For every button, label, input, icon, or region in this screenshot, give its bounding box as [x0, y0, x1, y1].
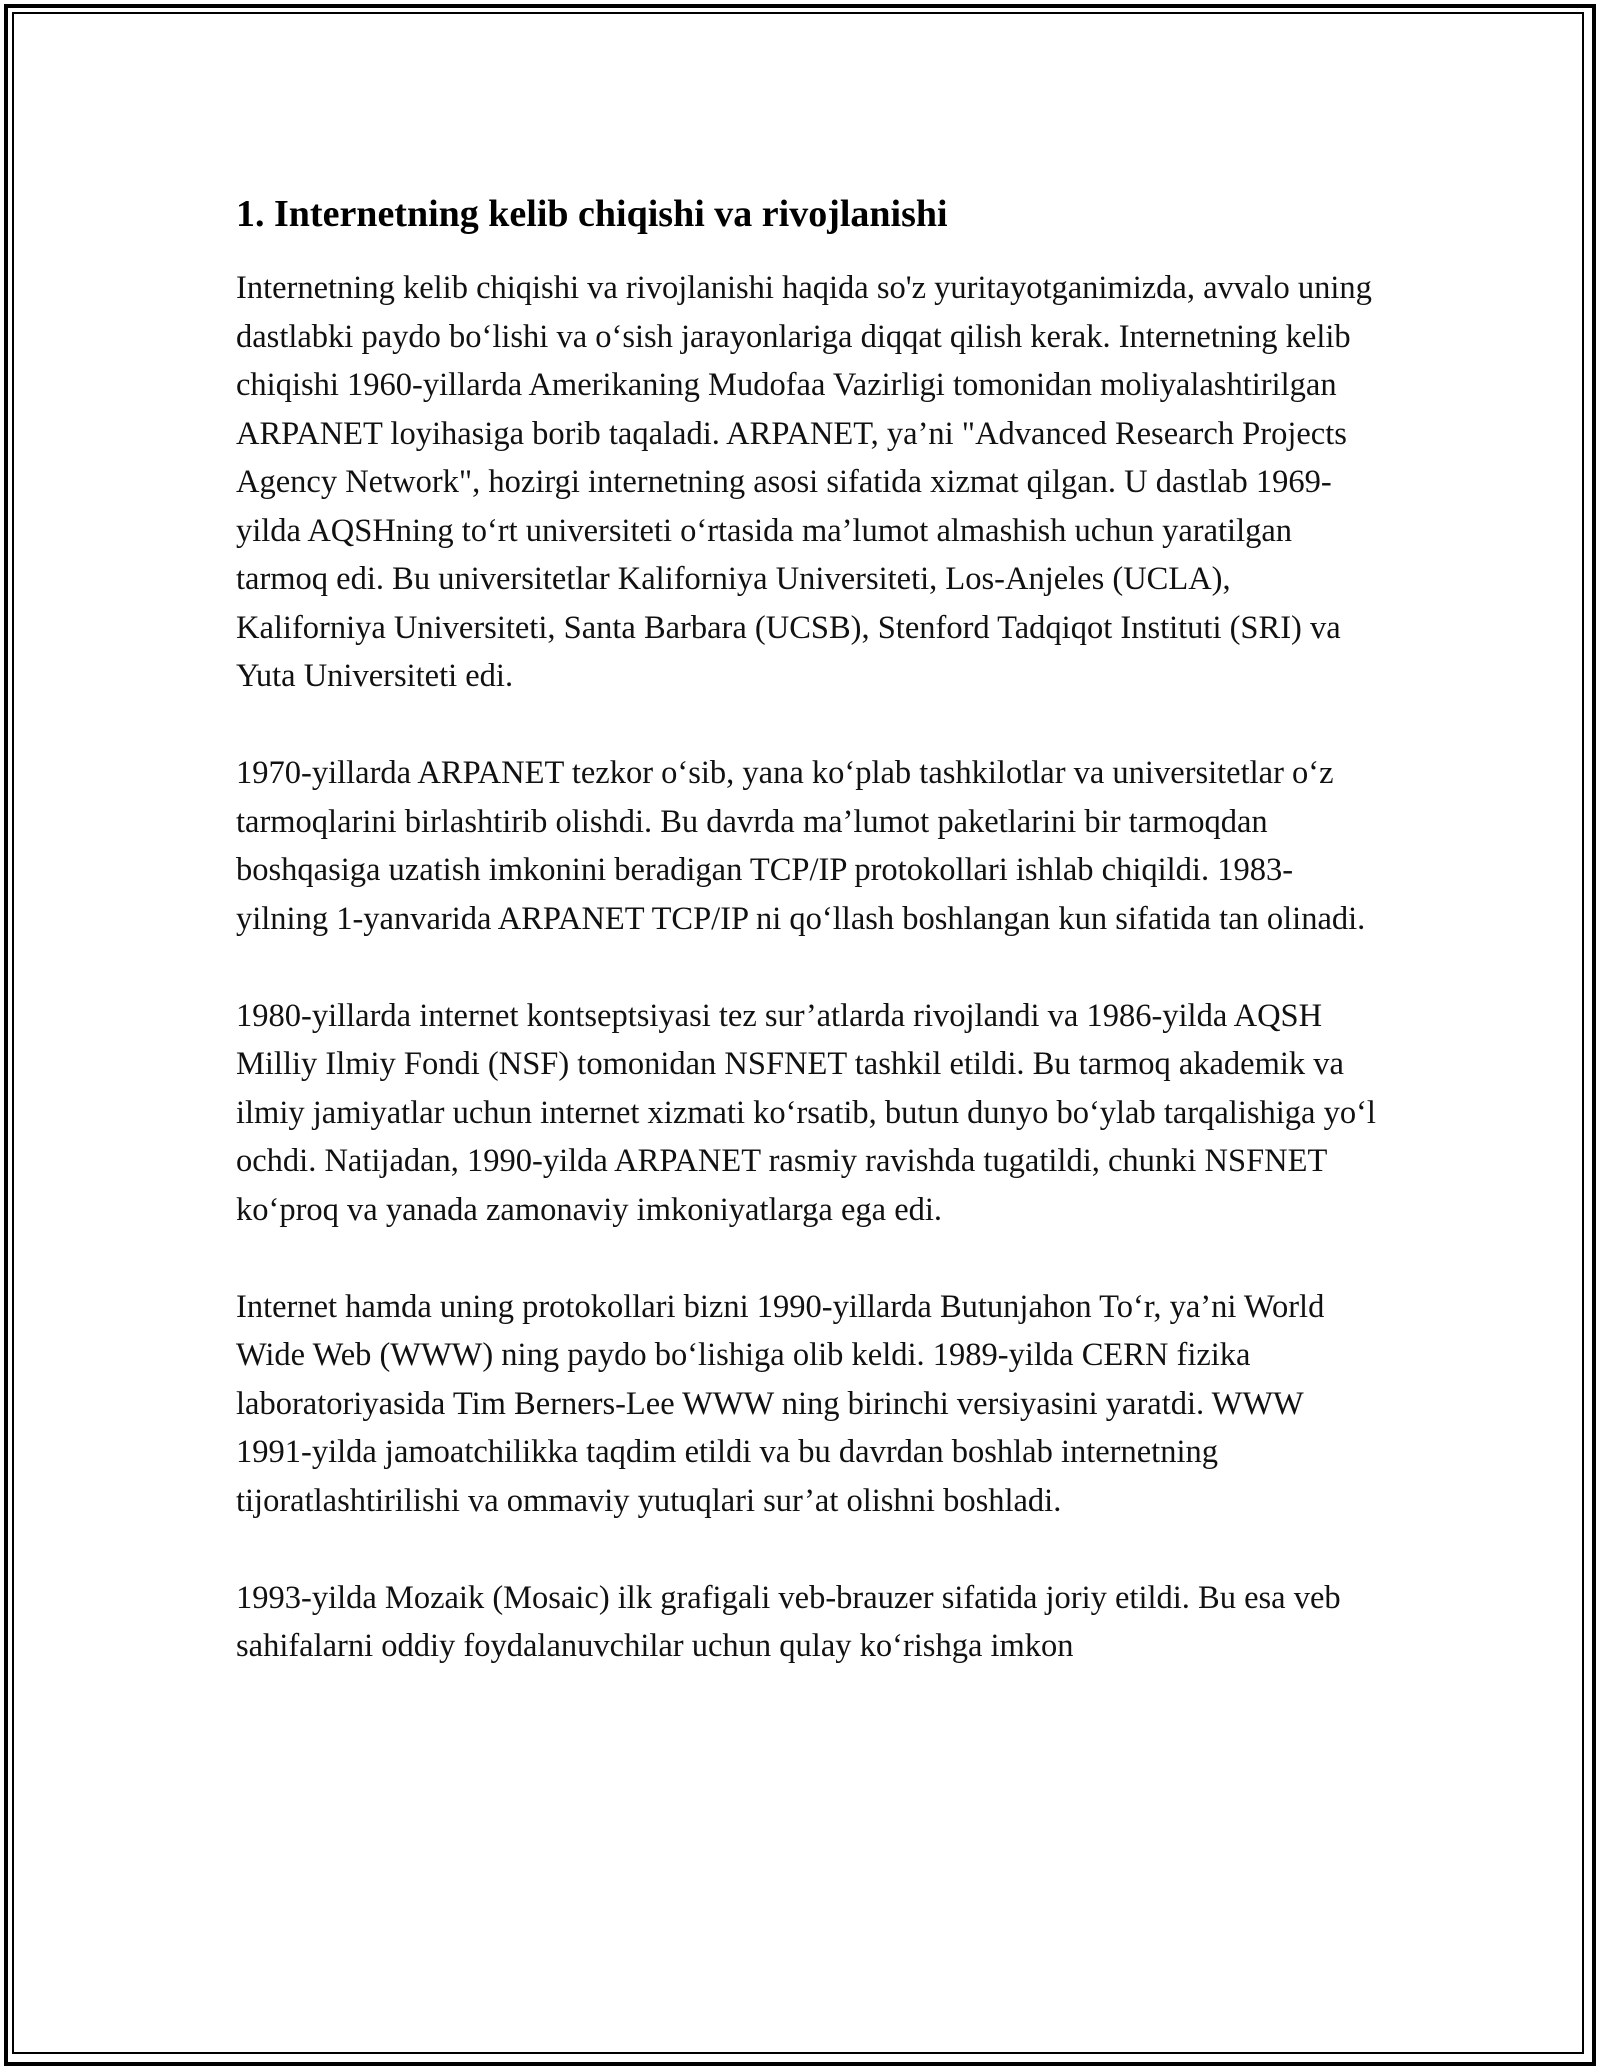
document-body [236, 190, 1382, 1719]
section-heading: 1. Internetning kelib chiqishi va rivojlanishi [236, 193, 948, 235]
paragraph-3: 1980-yillarda internet kontseptsiyasi tez sur’atlarda rivojlandi va 1986-yilda AQSH Milliy Ilmiy Fondi (NSF) tomonidan NSFNET tashkil etildi. Bu tarmoq akademik va ilmiy jamiyatlar uchun internet xizmati ko‘rsatib, butun dunyo bo‘ylab tarqalishiga yo‘l ochdi. Natijadan, 1990-yilda ARPANET rasmiy ravishda tugatildi, chunki NSFNET ko‘proq va yanada zamonaviy imkoniyatlarga ega edi. [236, 997, 1376, 1228]
paragraph-1: Internetning kelib chiqishi va rivojlanishi haqida so'z yuritayotganimizda, avvalo uning dastlabki paydo bo‘lishi va o‘sish jarayonlariga diqqat qilish kerak. Internetning kelib chiqishi 1960-yillarda Amerikaning Mudofaa Vazirligi tomonidan moliyalashtirilgan ARPANET loyihasiga borib taqaladi. ARPANET, ya’ni "Advanced Research Projects Agency Network", hozirgi internetning asosi sifatida xizmat qilgan. U dastlab 1969-yilda AQSHning to‘rt universiteti o‘rtasida ma’lumot almashish uchun yaratilgan tarmoq edi. Bu universitetlar Kaliforniya Universiteti, Los-Anjeles (UCLA), Kaliforniya Universiteti, Santa Barbara (UCSB), Stenford Tadqiqot Instituti (SRI) va Yuta Universiteti edi. [236, 270, 1372, 694]
paragraph-2: 1970-yillarda ARPANET tezkor o‘sib, yana ko‘plab tashkilotlar va universitetlar o‘z tarmoqlarini birlashtirib olishdi. Bu davrda ma’lumot paketlarini bir tarmoqdan boshqasiga uzatish imkonini beradigan TCP/IP protokollari ishlab chiqildi. 1983-yilning 1-yanvarida ARPANET TCP/IP ni qo‘llash boshlangan kun sifatida tan olinadi. [236, 755, 1366, 937]
paragraph-4: Internet hamda uning protokollari bizni 1990-yillarda Butunjahon To‘r, ya’ni World Wide Web (WWW) ning paydo bo‘lishiga olib keldi. 1989-yilda CERN fizika laboratoriyasida Tim Berners-Lee WWW ning birinchi versiyasini yaratdi. WWW 1991-yilda jamoatchilikka taqdim etildi va bu davrdan boshlab internetning tijoratlashtirilishi va ommaviy yutuqlari sur’at olishni boshladi. [236, 1288, 1325, 1519]
paragraph-5: 1993-yilda Mozaik (Mosaic) ilk grafigali veb-brauzer sifatida joriy etildi. Bu esa veb sahifalarni oddiy foydalanuvchilar uchun qulay ko‘rishga imkon [236, 1579, 1341, 1664]
